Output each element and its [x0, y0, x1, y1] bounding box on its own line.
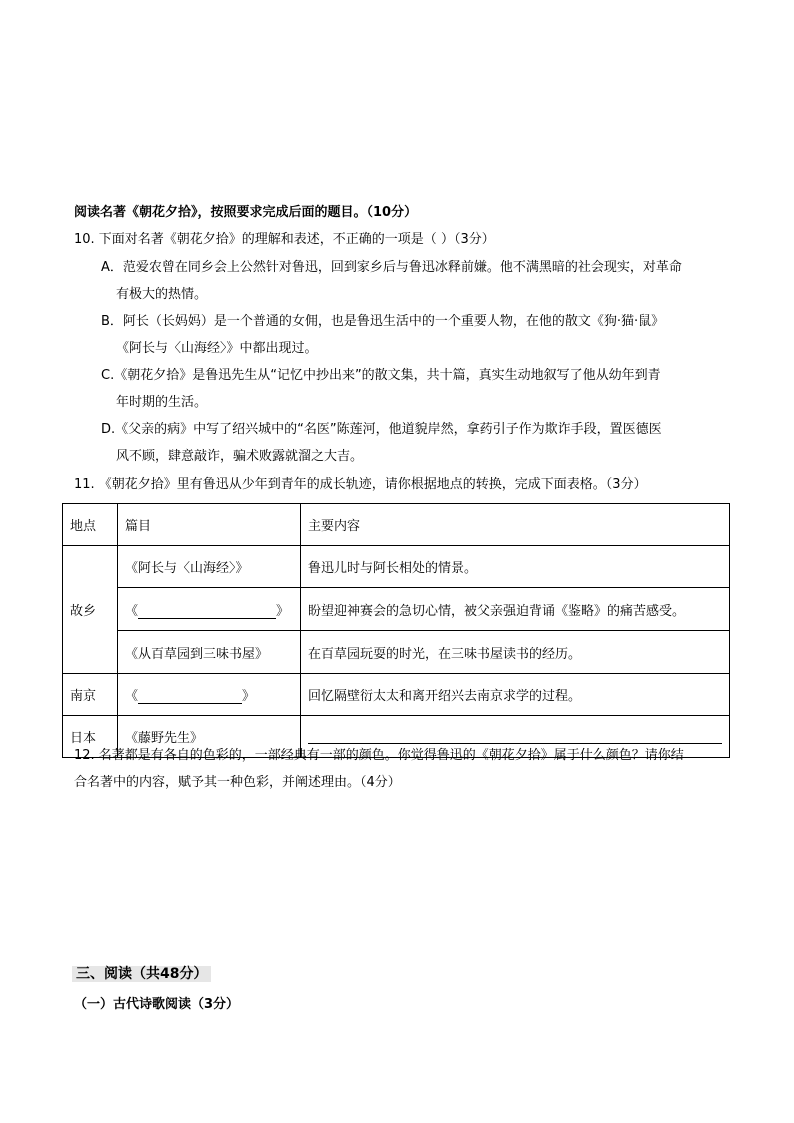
r3-title: 《从百草园到三味书屋》	[118, 631, 301, 674]
r1-title: 《阿长与〈山海经〉》	[118, 546, 301, 588]
q12-line2: 合名著中的内容，赋予其一种色彩，并阐述理由。（4分）	[74, 775, 401, 790]
q10-option-d-line1: D.《父亲的病》中写了绍兴城中的“名医”陈莲河，他道貌岸然，拿药引子作为欺诈手段，置医德医	[101, 422, 662, 437]
table-row	[63, 546, 730, 588]
q10-option-a-line1: A．范爱农曾在同乡会上公然针对鲁迅，回到家乡后与鲁迅冰释前嫌。他不满黑暗的社会现实，对革命	[101, 260, 682, 275]
q11-table	[62, 503, 730, 758]
q12-line1: 12. 名著都是有各自的色彩的，一部经典有一部的颜色。你觉得鲁迅的《朝花夕拾》属于什么颜色？请你结	[74, 748, 684, 763]
q10-option-b-line2: 《阿长与〈山海经〉》中都出现过。	[116, 341, 318, 356]
section-3-title: 三、阅读（共48分）	[72, 966, 211, 982]
q10-stem: 10. 下面对名著《朝花夕拾》的理解和表述，不正确的一项是（ ）（3分）	[74, 232, 495, 247]
r3-content: 在百草园玩耍的时光，在三味书屋读书的经历。	[301, 631, 730, 674]
r2-open-bracket: 《	[125, 603, 139, 619]
header-content: 主要内容	[301, 504, 730, 546]
r4-open-bracket: 《	[125, 689, 139, 704]
r5-title: 《藤野先生》	[118, 716, 301, 758]
r1-content: 鲁迅儿时与阿长相处的情景。	[301, 546, 730, 588]
section-3-heading	[72, 964, 211, 985]
place-japan: 日本	[63, 716, 118, 758]
r2-close-bracket: 》	[276, 603, 290, 619]
q10-option-d-line2: 风不顾，肆意敲诈，骗术败露就溜之大吉。	[116, 449, 364, 464]
place-nanjing: 南京	[63, 674, 118, 716]
r4-close-bracket: 》	[242, 689, 256, 704]
r2-title-blank[interactable]	[118, 588, 301, 631]
table-row	[63, 588, 730, 631]
r4-answer-blank[interactable]	[138, 689, 242, 704]
q10-option-a-line2: 有极大的热情。	[116, 287, 208, 302]
header-title: 篇目	[118, 504, 301, 546]
r4-content: 回忆隔壁衍太太和离开绍兴去南京求学的过程。	[301, 674, 730, 716]
r5-answer-blank[interactable]	[308, 729, 722, 744]
table-row	[63, 674, 730, 716]
table-header-row	[63, 504, 730, 546]
r2-content: 盼望迎神赛会的急切心情，被父亲强迫背诵《鉴略》的痛苦感受。	[301, 588, 730, 631]
reading-intro: 阅读名著《朝花夕拾》，按照要求完成后面的题目。（10分）	[74, 205, 418, 220]
q10-option-b-line1: B．阿长（长妈妈）是一个普通的女佣，也是鲁迅生活中的一个重要人物，在他的散文《狗·猫·鼠》	[101, 314, 665, 329]
q11-stem: 11. 《朝花夕拾》里有鲁迅从少年到青年的成长轨迹，请你根据地点的转换，完成下面表格。（3分）	[74, 477, 647, 492]
subsection-1-heading: （一）古代诗歌阅读（3分）	[74, 997, 240, 1012]
r2-answer-blank[interactable]	[138, 604, 276, 619]
q10-option-c-line1: C.《朝花夕拾》是鲁迅先生从“记忆中抄出来”的散文集，共十篇，真实生动地叙写了他从幼年到青	[101, 368, 661, 383]
q10-option-c-line2: 年时期的生活。	[116, 395, 208, 410]
place-hometown: 故乡	[63, 546, 118, 674]
r4-title-blank[interactable]	[118, 674, 301, 716]
table-row	[63, 631, 730, 674]
header-place: 地点	[63, 504, 118, 546]
